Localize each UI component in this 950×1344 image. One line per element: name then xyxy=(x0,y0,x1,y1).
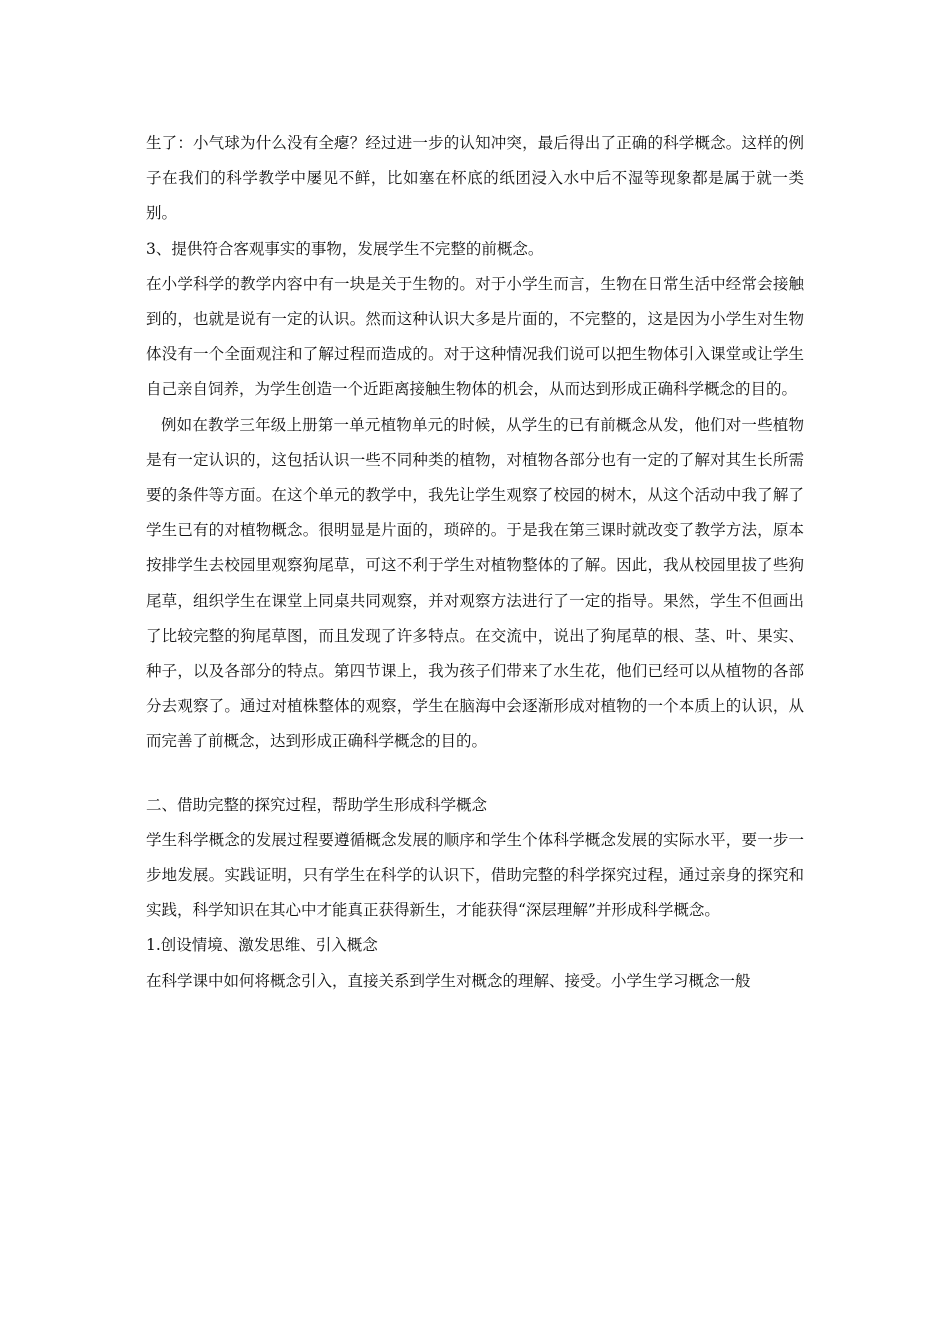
paragraph-plant-unit-example: 例如在教学三年级上册第一单元植物单元的时候，从学生的已有前概念从发，他们对一些植物是有一定认识的，这包括认识一些不同种类的植物，对植物各部分也有一定的了解对其生长所需要的条件等方面。在这个单元的教学中，我先让学生观察了校园的树木，从这个活动中我了解了学生已有的对植物概念。很明显是片面的，琐碎的。于是我在第三课时就改变了教学方法，原本按排学生去校园里观察狗尾草，可这不利于学生对植物整体的了解。因此，我从校园里拔了些狗尾草，组织学生在课堂上同桌共同观察，并对观察方法进行了一定的指导。果然，学生不但画出了比较完整的狗尾草图，而且发现了许多特点。在交流中，说出了狗尾草的根、茎、叶、果实、种子，以及各部分的特点。第四节课上，我为孩子们带来了水生花，他们已经可以从植物的各部分去观察了。通过对植株整体的观察，学生在脑海中会逐渐形成对植物的一个本质上的认识，从而完善了前概念，达到形成正确科学概念的目的。 xyxy=(146,415,804,751)
paragraph-living-things: 在小学科学的教学内容中有一块是关于生物的。对于小学生而言，生物在日常生活中经常会接触到的，也就是说有一定的认识。然而这种认识大多是片面的，不完整的，这是因为小学生对生物体没有一个全面观注和了解过程而造成的。对于这种情况我们说可以把生物体引入课堂或让学生自己亲自饲养，为学生创造一个近距离接触生物体的机会，从而达到形成正确科学概念的目的。 xyxy=(146,274,804,399)
section-heading-2: 二、借助完整的探究过程，帮助学生形成科学概念 xyxy=(146,795,488,814)
paragraph-introduce-concept: 在科学课中如何将概念引入，直接关系到学生对概念的理解、接受。小学生学习概念一般 xyxy=(146,971,751,990)
heading-point-3: 3、提供符合客观事实的事物，发展学生不完整的前概念。 xyxy=(146,239,544,258)
paragraph-balloon-conclusion: 生了：小气球为什么没有全瘪？经过进一步的认知冲突，最后得出了正确的科学概念。这样的例子在我们的科学教学中屡见不鲜，比如塞在杯底的纸团浸入水中后不湿等现象都是属于就一类别。 xyxy=(146,134,804,223)
section-spacer xyxy=(146,760,804,788)
subheading-1: 1.创设情境、激发思维、引入概念 xyxy=(146,936,378,955)
paragraph-concept-development: 学生科学概念的发展过程要遵循概念发展的顺序和学生个体科学概念发展的实际水平，要一步一步地发展。实践证明，只有学生在科学的认识下，借助完整的科学探究过程，通过亲身的探究和实践，科学知识在其心中才能真正获得新生，才能获得“深层理解”并形成科学概念。 xyxy=(146,830,804,920)
